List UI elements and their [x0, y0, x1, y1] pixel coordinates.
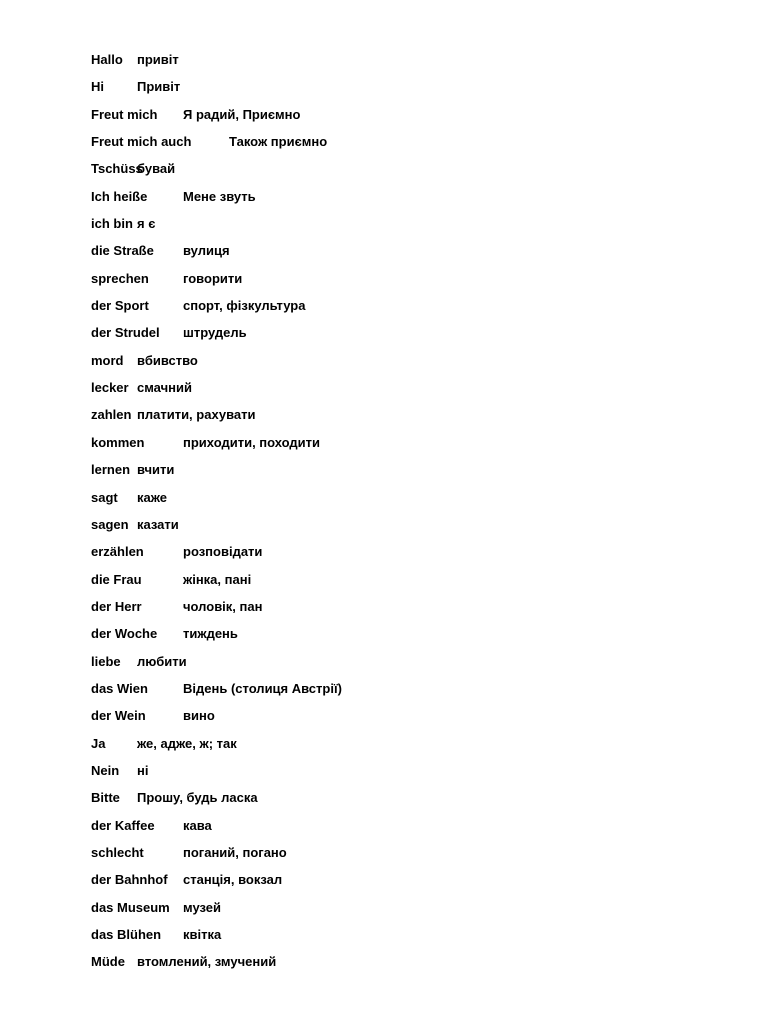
list-item	[91, 817, 212, 844]
ukrainian-translation: втомлений, змучений	[137, 954, 277, 970]
german-word: Müde	[91, 954, 125, 970]
german-word: erzählen	[91, 544, 144, 560]
list-item	[91, 953, 277, 980]
ukrainian-translation: вулиця	[183, 243, 230, 259]
list-item	[91, 625, 238, 652]
ukrainian-translation: смачний	[137, 380, 192, 396]
ukrainian-translation: розповідати	[183, 544, 263, 560]
list-item	[91, 899, 222, 926]
vocabulary-list	[91, 51, 342, 981]
ukrainian-translation: я є	[137, 216, 156, 232]
ukrainian-translation: любити	[137, 653, 187, 669]
list-item	[91, 188, 256, 215]
list-item	[91, 106, 301, 133]
german-word: der Sport	[91, 298, 149, 314]
ukrainian-translation: вчити	[137, 462, 175, 478]
list-item	[91, 543, 263, 570]
ukrainian-translation: кава	[183, 817, 212, 833]
german-word: zahlen	[91, 407, 132, 423]
list-item	[91, 270, 243, 297]
ukrainian-translation: поганий, погано	[183, 844, 287, 860]
german-word: der Wein	[91, 708, 146, 724]
german-word: Freut mich	[91, 106, 158, 122]
ukrainian-translation: приходити, походити	[183, 434, 321, 450]
list-item	[91, 461, 191, 488]
list-item	[91, 571, 252, 598]
german-word: sagen	[91, 516, 129, 532]
ukrainian-translation: квітка	[183, 927, 222, 942]
german-word: der Strudel	[91, 325, 160, 341]
ukrainian-translation: штрудель	[183, 325, 247, 341]
german-word: Ich heiße	[91, 188, 148, 204]
german-word: Hallo	[91, 52, 123, 67]
german-word: der Kaffee	[91, 817, 155, 833]
german-word: Nein	[91, 762, 120, 778]
ukrainian-translation: вбивство	[137, 352, 198, 368]
german-word: das Wien	[91, 680, 148, 696]
german-word: ich bin	[91, 216, 133, 232]
german-word: die Straße	[91, 243, 154, 259]
ukrainian-translation: же, адже, ж; так	[137, 735, 237, 751]
list-item	[91, 735, 237, 762]
german-word: das Blühen	[91, 927, 162, 942]
ukrainian-translation: бувай	[137, 161, 176, 177]
german-word: lernen	[91, 462, 131, 478]
ukrainian-translation: Також приємно	[229, 134, 328, 150]
list-item	[91, 51, 191, 78]
list-item	[91, 489, 191, 516]
german-word: Ja	[91, 735, 106, 751]
ukrainian-translation: казати	[137, 516, 179, 532]
ukrainian-translation: тиждень	[183, 626, 238, 642]
german-word: der Woche	[91, 626, 158, 642]
list-item	[91, 352, 198, 379]
german-word: schlecht	[91, 844, 144, 860]
list-item	[91, 406, 256, 433]
ukrainian-translation: Я радий, Приємно	[183, 106, 301, 122]
list-item	[91, 215, 191, 242]
list-item	[91, 434, 321, 461]
list-item	[91, 789, 258, 816]
ukrainian-translation: говорити	[183, 270, 243, 286]
list-item	[91, 516, 191, 543]
ukrainian-translation: станція, вокзал	[183, 872, 283, 888]
german-word: sprechen	[91, 270, 149, 286]
list-item	[91, 680, 342, 707]
ukrainian-translation: Прошу, будь ласка	[137, 790, 258, 806]
german-word: mord	[91, 352, 124, 368]
list-item	[91, 844, 287, 871]
ukrainian-translation: Мене звуть	[183, 188, 256, 204]
ukrainian-translation: привіт	[137, 52, 179, 67]
german-word: Tschüss	[91, 161, 143, 177]
list-item	[91, 871, 283, 898]
ukrainian-translation: каже	[137, 489, 168, 505]
ukrainian-translation: вино	[183, 708, 215, 724]
german-word: Hi	[91, 79, 104, 95]
list-item	[91, 707, 215, 734]
list-item	[91, 324, 247, 351]
list-item	[91, 242, 230, 269]
german-word: die Frau	[91, 571, 142, 587]
ukrainian-translation: чоловік, пан	[183, 598, 263, 614]
ukrainian-translation: Відень (столиця Австрії)	[183, 680, 342, 696]
german-word: liebe	[91, 653, 121, 669]
list-item	[91, 762, 191, 789]
list-item	[91, 926, 222, 953]
list-item	[91, 653, 191, 680]
list-item	[91, 379, 191, 406]
list-item	[91, 297, 306, 324]
list-item	[91, 78, 191, 105]
german-word: das Museum	[91, 899, 170, 915]
list-item	[91, 160, 191, 187]
german-word: Freut mich auch	[91, 134, 192, 150]
list-item	[91, 598, 263, 625]
german-word: der Bahnhof	[91, 872, 168, 888]
ukrainian-translation: платити, рахувати	[137, 407, 256, 423]
list-item	[91, 133, 328, 160]
german-word: sagt	[91, 489, 118, 505]
ukrainian-translation: музей	[183, 899, 222, 915]
german-word: Bitte	[91, 790, 120, 806]
ukrainian-translation: спорт, фізкультура	[183, 298, 306, 314]
german-word: kommen	[91, 434, 145, 450]
german-word: lecker	[91, 380, 129, 396]
ukrainian-translation: Привіт	[137, 79, 181, 95]
german-word: der Herr	[91, 598, 142, 614]
ukrainian-translation: ні	[137, 762, 149, 778]
ukrainian-translation: жінка, пані	[183, 571, 252, 587]
